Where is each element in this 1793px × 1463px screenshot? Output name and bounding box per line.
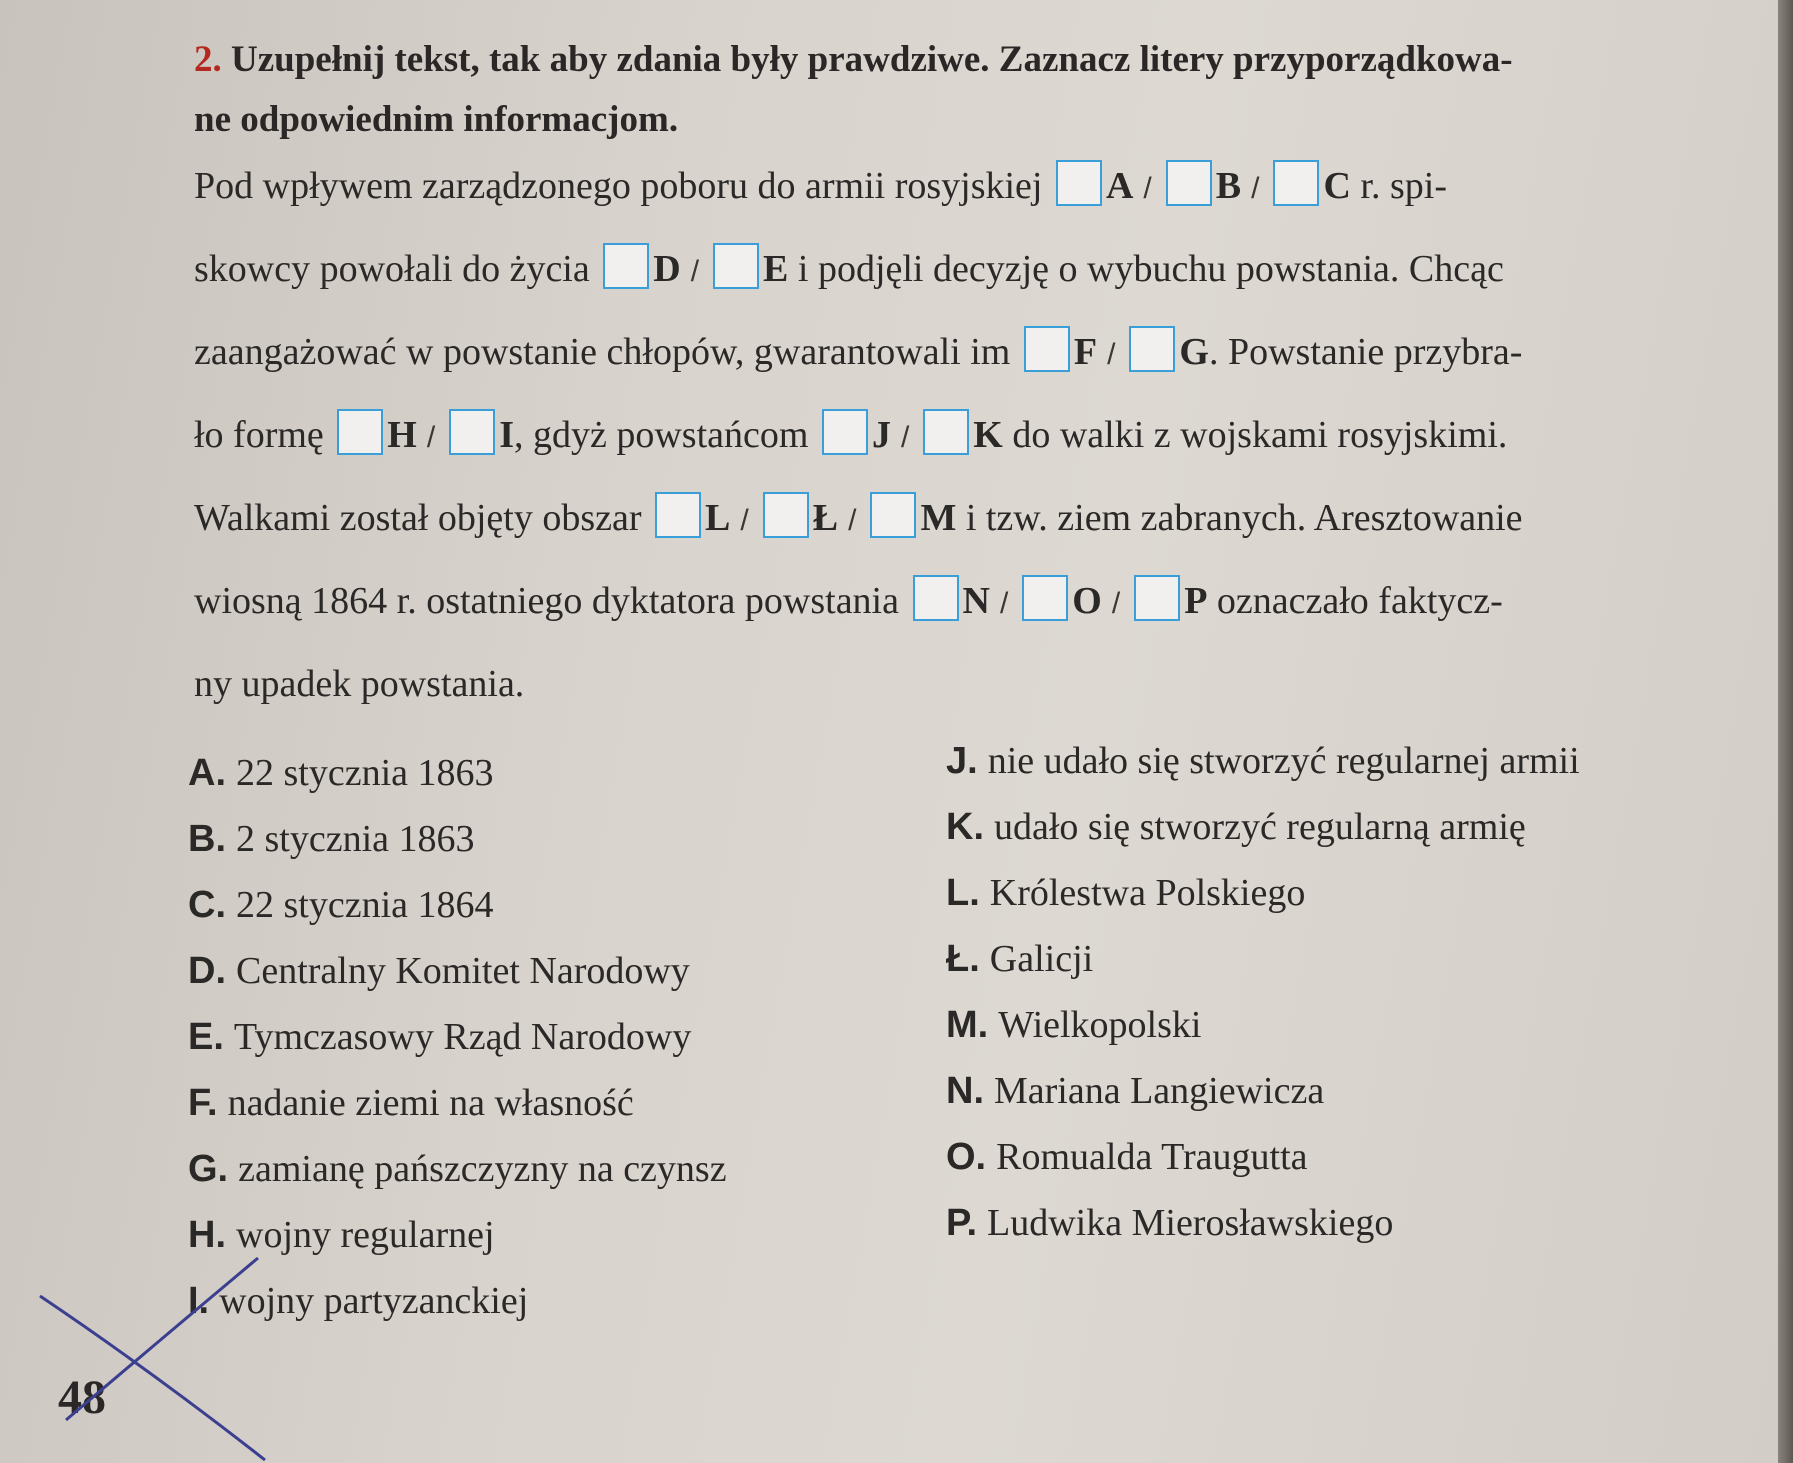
option-text: nadanie ziemi na własność xyxy=(227,1082,634,1124)
checkbox-l[interactable] xyxy=(655,492,701,538)
option-text: Ludwika Mierosławskiego xyxy=(987,1202,1394,1244)
option-item xyxy=(188,1004,727,1070)
option-label: Ł. xyxy=(946,938,980,980)
checkbox-i[interactable] xyxy=(449,409,495,455)
option-item xyxy=(188,1268,727,1334)
text-line-3 xyxy=(194,312,1694,395)
choice-letter-l: L xyxy=(705,497,731,539)
text-line-2 xyxy=(194,229,1694,312)
option-label: H. xyxy=(188,1214,226,1256)
choice-letter-p: P xyxy=(1184,580,1208,622)
option-label: C. xyxy=(188,884,226,926)
choice-letter-j: J xyxy=(871,414,891,456)
checkbox-l-stroke[interactable] xyxy=(763,492,809,538)
text-fragment: , gdyż powstańcom xyxy=(514,414,809,456)
text-fragment: Walkami został objęty obszar xyxy=(194,497,642,539)
choice-letter-k: K xyxy=(973,414,1003,456)
option-text: Romualda Traugutta xyxy=(996,1136,1308,1178)
text-fragment: . Powstanie przybra- xyxy=(1208,331,1523,373)
option-item xyxy=(188,1070,727,1136)
choice-letter-h: H xyxy=(387,414,417,456)
instruction-line-2: ne odpowiednim informacjom. xyxy=(194,99,679,140)
choice-letter-l-stroke: Ł xyxy=(812,497,839,539)
option-label: N. xyxy=(946,1070,984,1112)
separator: / xyxy=(690,255,700,288)
fill-in-text xyxy=(194,146,1694,724)
checkbox-h[interactable] xyxy=(337,409,383,455)
separator: / xyxy=(1251,172,1260,205)
option-label: D. xyxy=(188,950,226,992)
option-label: I. xyxy=(188,1280,210,1322)
checkbox-n[interactable] xyxy=(913,575,959,621)
option-text: Mariana Langiewicza xyxy=(994,1070,1325,1112)
choice-letter-o: O xyxy=(1072,580,1102,622)
option-text: 22 stycznia 1864 xyxy=(236,884,494,926)
option-item xyxy=(188,1136,727,1202)
option-label: F. xyxy=(188,1082,218,1124)
option-item xyxy=(946,1190,1580,1256)
option-text: udało się stworzyć regularną armię xyxy=(994,806,1526,848)
option-label: G. xyxy=(188,1148,229,1190)
choice-letter-n: N xyxy=(962,580,990,622)
options-right-column xyxy=(946,728,1580,1256)
checkbox-c[interactable] xyxy=(1273,160,1319,206)
choice-letter-i: I xyxy=(499,414,514,456)
option-label: O. xyxy=(946,1136,987,1178)
option-label: B. xyxy=(188,818,226,860)
text-line-6 xyxy=(194,561,1694,644)
option-item xyxy=(946,860,1580,926)
option-item xyxy=(188,806,727,872)
checkbox-e[interactable] xyxy=(713,243,759,289)
text-fragment: i tzw. ziem zabranych. Aresztowanie xyxy=(965,497,1523,539)
checkbox-m[interactable] xyxy=(870,492,916,538)
option-label: A. xyxy=(188,752,226,794)
text-fragment: ło formę xyxy=(194,414,324,456)
checkbox-g[interactable] xyxy=(1129,326,1175,372)
checkbox-f[interactable] xyxy=(1024,326,1070,372)
option-item xyxy=(188,1202,727,1268)
choice-letter-f: F xyxy=(1073,331,1098,373)
separator: / xyxy=(426,421,436,454)
text-line-4 xyxy=(194,395,1694,478)
option-label: M. xyxy=(946,1004,989,1046)
option-item xyxy=(946,794,1580,860)
option-item xyxy=(946,728,1580,794)
checkbox-a[interactable] xyxy=(1056,160,1102,206)
checkbox-o[interactable] xyxy=(1022,575,1068,621)
separator: / xyxy=(1143,172,1152,205)
separator: / xyxy=(1107,338,1116,371)
task-instruction xyxy=(194,30,1684,150)
separator: / xyxy=(900,421,910,454)
option-item xyxy=(188,872,727,938)
option-item xyxy=(946,1124,1580,1190)
option-text: wojny regularnej xyxy=(236,1214,495,1256)
option-text: Królestwa Polskiego xyxy=(989,872,1306,914)
option-text: 22 stycznia 1863 xyxy=(236,752,494,794)
option-text: 2 stycznia 1863 xyxy=(236,818,475,860)
text-fragment: Pod wpływem zarządzonego poboru do armii rosyjskiej xyxy=(194,165,1043,207)
option-label: P. xyxy=(946,1202,978,1244)
text-fragment: zaangażować w powstanie chłopów, gwarantowali im xyxy=(194,331,1011,373)
option-label: E. xyxy=(188,1016,224,1058)
text-line-7 xyxy=(194,644,1694,724)
choice-letter-c: C xyxy=(1323,165,1351,207)
checkbox-k[interactable] xyxy=(923,409,969,455)
option-text: Centralny Komitet Narodowy xyxy=(236,950,690,992)
option-text: nie udało się stworzyć regularnej armii xyxy=(987,740,1580,782)
checkbox-p[interactable] xyxy=(1134,575,1180,621)
option-label: L. xyxy=(946,872,980,914)
option-item xyxy=(188,740,727,806)
text-fragment: wiosną 1864 r. ostatniego dyktatora powstania xyxy=(194,580,899,622)
option-label: J. xyxy=(946,740,978,782)
options-left-column xyxy=(188,740,727,1334)
text-line-1 xyxy=(194,146,1694,229)
separator: / xyxy=(999,587,1009,620)
page-edge xyxy=(1778,0,1793,1463)
choice-letter-a: A xyxy=(1105,165,1134,207)
option-label: K. xyxy=(946,806,984,848)
option-text: Galicji xyxy=(989,938,1094,980)
checkbox-j[interactable] xyxy=(822,409,868,455)
choice-letter-e: E xyxy=(763,248,789,290)
text-fragment: do walki z wojskami rosyjskimi. xyxy=(1012,414,1508,456)
choice-letter-b: B xyxy=(1215,165,1242,207)
instruction-line-1: Uzupełnij tekst, tak aby zdania były prawdziwe. Zaznacz litery przyporządkowa- xyxy=(231,39,1513,80)
text-fragment: skowcy powołali do życia xyxy=(194,248,590,290)
task-number: 2. xyxy=(194,39,222,80)
text-fragment: r. spi- xyxy=(1360,165,1447,207)
checkbox-d[interactable] xyxy=(603,243,649,289)
option-item xyxy=(946,1058,1580,1124)
choice-letter-d: D xyxy=(653,248,681,290)
option-item xyxy=(946,926,1580,992)
text-fragment: ny upadek powstania. xyxy=(194,663,525,705)
separator: / xyxy=(740,504,749,537)
separator: / xyxy=(848,504,857,537)
option-item xyxy=(946,992,1580,1058)
text-fragment: oznaczało faktycz- xyxy=(1216,580,1503,622)
choice-letter-m: M xyxy=(920,497,957,539)
option-text: Wielkopolski xyxy=(998,1004,1202,1046)
text-line-5 xyxy=(194,478,1694,561)
option-text: Tymczasowy Rząd Narodowy xyxy=(233,1016,692,1058)
checkbox-b[interactable] xyxy=(1166,160,1212,206)
text-fragment: i podjęli decyzję o wybuchu powstania. Chcąc xyxy=(797,248,1504,290)
option-text: wojny partyzanckiej xyxy=(219,1280,529,1322)
option-text: zamianę pańszczyzny na czynsz xyxy=(238,1148,727,1190)
separator: / xyxy=(1111,587,1121,620)
page-number: 48 xyxy=(58,1371,106,1424)
choice-letter-g: G xyxy=(1179,331,1209,373)
option-item xyxy=(188,938,727,1004)
